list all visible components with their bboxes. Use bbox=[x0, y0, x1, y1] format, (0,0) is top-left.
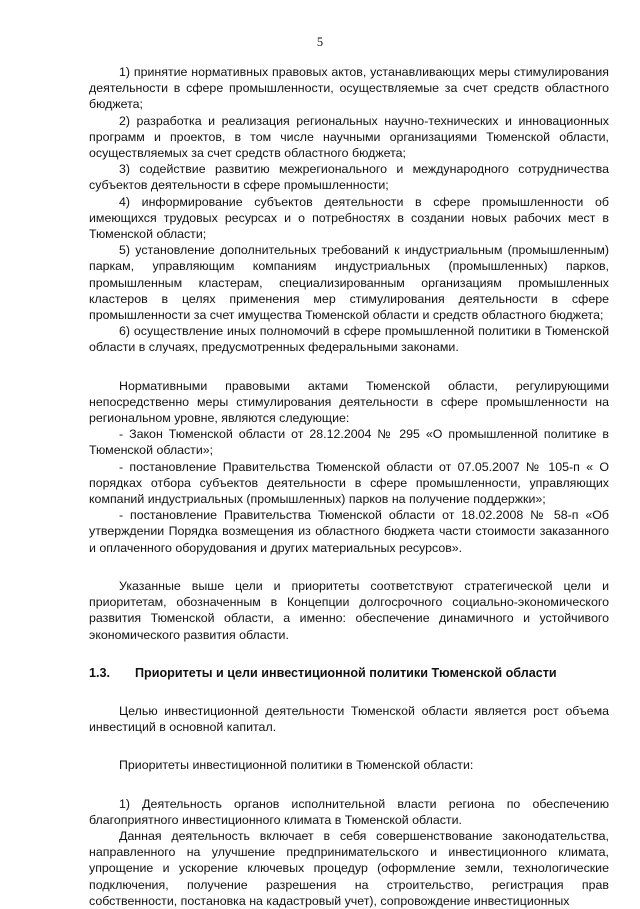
list-item-1: 1) принятие нормативных правовых актов, устанавливающих меры стимулирования деятельности в сфере промышленности, осуществляемые за счет средств областного бюджета; bbox=[89, 65, 609, 112]
list-item-5: 5) установление дополнительных требований к индустриальным (промышленным) паркам, управляющим компаниям индустриальных (промышленных) парков, промышленным кластерам, специализированным организациям промышленных кластеров в целях применения мер стимулирования деятельности в сфере промышленности за счет имущества Тюменской области и средств областного бюджета; bbox=[89, 243, 609, 323]
section-number: 1.3. bbox=[89, 665, 111, 680]
goals-paragraph: Указанные выше цели и приоритеты соответствуют стратегической цели и приоритетам, обозначенным в Концепции долгосрочного социально-экономического развития Тюменской области, а именно: обеспечение динамичного и устойчивого экономического развития области. bbox=[89, 578, 609, 642]
list-item-6: 6) осуществление иных полномочий в сфере промышленной политики в Тюменской области в случаях, предусмотренных федеральными законами. bbox=[89, 324, 609, 355]
normative-acts-intro: Нормативными правовыми актами Тюменской области, регулирующими непосредственно меры стимулирования деятельности в сфере промышленности на региональном уровне, являются следующие: bbox=[89, 378, 609, 426]
investment-goal-paragraph: Целью инвестиционной деятельности Тюменской области является рост объема инвестиций в основной капитал. bbox=[89, 703, 609, 735]
normative-act-1: - Закон Тюменской области от 28.12.2004 № 295 «О промышленной политике в Тюменской области»; bbox=[89, 427, 609, 458]
page-number: 5 bbox=[316, 35, 324, 49]
priorities-intro: Приоритеты инвестиционной политики в Тюменской области: bbox=[119, 758, 474, 773]
list-item-4: 4) информирование субъектов деятельности в сфере промышленности об имеющихся трудовых ресурсах и о потребностях в создании новых рабочих мест в Тюменской области; bbox=[89, 194, 609, 242]
section-title: Приоритеты и цели инвестиционной политики Тюменской области bbox=[135, 665, 557, 680]
document-body bbox=[89, 64, 609, 909]
normative-act-2: - постановление Правительства Тюменской области от 07.05.2007 № 105-п « О порядках отбора субъектов деятельности в сфере промышленности, управляющих компаний индустриальных (промышленных) парков на получение поддержки»; bbox=[89, 459, 609, 507]
section-heading bbox=[89, 665, 609, 681]
list-item-2: 2) разработка и реализация региональных научно-технических и инновационных программ и проектов, в том числе научными организациями Тюменской области, осуществляемых за счет средств областного бюджета; bbox=[89, 113, 609, 161]
priority-item-1: 1) Деятельность органов исполнительной власти региона по обеспечению благоприятного инвестиционного климата в Тюменской области. bbox=[89, 796, 609, 827]
priority-item-1-detail: Данная деятельность включает в себя совершенствование законодательства, направленного на улучшение предпринимательского и инвестиционного климата, упрощение и ускорение ключевых процедур (оформление земли, технологические подключения, получение разрешения на строительство, регистрация прав собственности, постановка на кадастровый учет), сопровождение инвестиционных bbox=[89, 828, 609, 908]
list-item-3: 3) содействие развитию межрегионального и международного сотрудничества субъектов деятельности в сфере промышленности; bbox=[89, 162, 609, 193]
normative-act-3: - постановление Правительства Тюменской области от 18.02.2008 № 58-п «Об утверждении Порядка возмещения из областного бюджета части стоимости заказанного и оплаченного оборудования и других материальных ресурсов». bbox=[89, 508, 609, 555]
